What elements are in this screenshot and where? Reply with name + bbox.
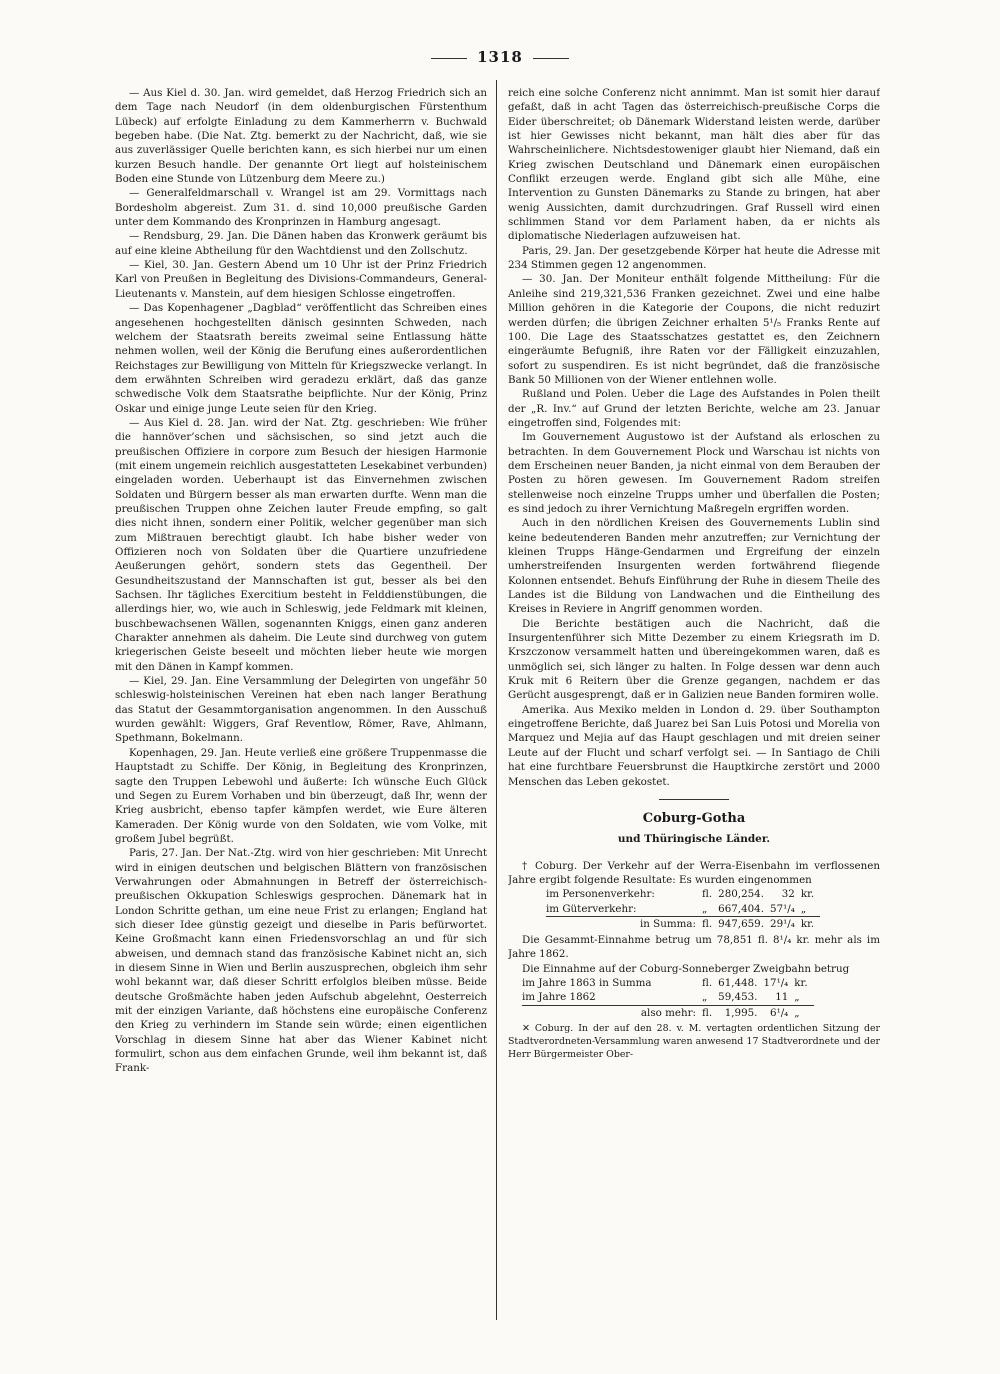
article-lublin: Auch in den nördlichen Kreisen des Gouvernements Lublin sind keine bedeutenderen Banden mehr anzutreffen; zur Vernichtung der kleinen Trupps Hänge-Gendarmen und Ergreifung der einzeln umherstreifenden Insurgenten werden fortwährend fliegende Kolonnen entsendet. Behufs Einführung der Ruhe in diesem Theile des Landes ist die Bildung von Landwachen und die Eintheilung des Kreises in Reviere in Angriff genommen worden. xyxy=(508,517,880,616)
article-moniteur: — 30. Jan. Der Moniteur enthält folgende Mittheilung: Für die Anleihe sind 219,321,536 Franken gezeichnet. Zwei und eine halbe Million gehören in die Kategorie der Coupons, die nicht reduzirt werden dürfen; die übrigen Zeichner erhalten 5¹/₅ Franks Rente auf 100. Die Lage des Staatsschatzes gestattet es, den Zeichnern eingeräumte Befugniß, ihre Raten vor der Fälligkeit einzuzahlen, sofort zu suspendiren. Es ist nicht begründet, daß die französische Bank 50 Millionen von der Wiener entlehnen wolle. xyxy=(508,273,880,386)
left-column xyxy=(115,86,487,1321)
coburg-gesamt: Die Gesammt-Einnahme betrug um 78,851 fl. 8¹/₄ kr. mehr als im Jahre 1862. xyxy=(508,934,880,961)
column-divider xyxy=(496,80,497,1320)
article-berichte: Die Berichte bestätigen auch die Nachricht, daß die Insurgentenführer sich Mitte Dezember zu einem Kriegsrath im D. Krszczonow versammelt hatten und übereingekommen waren, daß es unmöglich sei, sich länger zu halten. In Folge dessen war denn auch Kruk mit 6 Reitern über die Grenze gegangen, nachdem er das Gerücht ausgesprengt, daß er in Galizien neue Banden formiren wolle. xyxy=(508,617,880,702)
coburg-intro: † Coburg. Der Verkehr auf der Werra-Eisenbahn im verflossenen Jahre ergibt folgende Resultate: Es wurden eingenommen xyxy=(508,859,880,886)
section-rule xyxy=(659,799,729,800)
article-augustowo: Im Gouvernement Augustowo ist der Aufstand als erloschen zu betrachten. In dem Gouvernement Plock und Warschau ist nichts von dem Erscheinen neuer Banden, ja nicht einmal von dem Berauben der Posten zu hören gewesen. Im Gouvernement Radom streifen stellenweise noch einzelne Trupps umher und überfallen die Posten; es sind jedoch zu ihrer Vernichtung Maßregeln ergriffen worden. xyxy=(508,431,880,515)
page-header xyxy=(0,48,1000,66)
section-title: Coburg-Gotha xyxy=(642,810,746,826)
article-paris-27: Paris, 27. Jan. Der Nat.-Ztg. wird von hier geschrieben: Mit Unrecht wird in einigen deutschen und belgischen Blättern von französischen Verwahrungen oder Abmahnungen in Betreff der österreichisch-preußischen Okkupation Schleswigs gesprochen. Dänemark hat in London Schritte gethan, um eine neue Frist zu erlangen; England hat sich dieser Idee günstig gezeigt und dieselbe in Paris befürwortet. Keine Großmacht kann einen Friedensvorschlag an und für sich abweisen, und demnach stand das französische Kabinet nicht an, sich in diesem Sinne in Wien und Berlin auszusprechen, obgleich ihm sehr wohl bekannt war, daß dieser Schritt erfolglos bleiben müsse. Beide deutsche Großmächte haben jeden Aufschub abgelehnt, Oesterreich mit der einzigen Variante, daß höchstens eine europäische Conferenz den Krieg zu verhindern im Stande sein würde; einen eigentlichen Vorschlag in diesem Sinne hat aber das Wiener Kabinet nicht formulirt, schon aus dem einfachen Grunde, weil ihm bekannt ist, daß Frank- xyxy=(115,847,487,1075)
article-amerika: Amerika. Aus Mexiko melden in London d. 29. über Southampton eingetroffene Berichte, daß Juarez bei San Luis Potosi und Morelia von Marquez und Mejia auf das Haupt geschlagen und mit dreien seiner Leute auf der Flucht und scharf verfolgt sei. — In Santiago de Chili hat eine furchtbare Feuersbrunst die Hauptkirche zerstört und 2000 Menschen das Leben gekostet. xyxy=(508,703,880,788)
table-row: im Jahre 1862 „ 59,453. 11 „ xyxy=(522,991,800,1004)
table-row: in Summa: fl. 947,659. 29¹/₄ kr. xyxy=(546,916,820,931)
article-kopenhagen: Kopenhagen, 29. Jan. Heute verließ eine größere Truppenmasse die Hauptstadt zu Schiffe. Der König, in Begleitung des Kronprinzen, sagte den Truppen Lebewohl und äußerte: Ich wünsche Euch Glück und Segen zu Eurem Vorhaben und bin überzeugt, daß Ihr, wenn der Krieg ausbricht, ebenso tapfer kämpfen werdet, wie Eure älteren Kameraden. Der König wurde von den Soldaten, wie vom Volke, mit großem Jubel begrüßt. xyxy=(115,746,487,845)
article-kiel-delegirte: — Kiel, 29. Jan. Eine Versammlung der Delegirten von ungefähr 50 schleswig-holsteinischen Vereinen hat eben nach langer Berathung das Statut der Gesammtorganisation angenommen. In den Ausschuß wurden gewählt: Wiggers, Graf Reventlow, Römer, Rave, Ahlmann, Spethmann, Bokelmann. xyxy=(115,675,487,745)
article-paris-29: Paris, 29. Jan. Der gesetzgebende Körper hat heute die Adresse mit 234 Stimmen gegen 12 angenommen. xyxy=(508,244,880,272)
page-number: 1318 xyxy=(477,48,523,66)
article-kiel-herzog: — Aus Kiel d. 30. Jan. wird gemeldet, daß Herzog Friedrich sich an dem Tage nach Neudorf (in dem oldenburgischen Fürstenthum Lübeck) auf erfolgte Einladung zu dem Kammerherrn v. Buchwald begeben habe. (Die Nat. Ztg. bemerkt zu der Nachricht, daß, wie sie aus zuverlässiger Quelle berichten kann, es sich hierbei nur um einen kurzen Besuch handle. Der genannte Ort liegt auf holsteinischem Boden eine Stunde von Lützenburg dem Meere zu.) xyxy=(115,87,487,186)
coburg-sonneberg-intro: Die Einnahme auf der Coburg-Sonneberger Zweigbahn betrug xyxy=(522,962,850,975)
article-wrangel: — Generalfeldmarschall v. Wrangel ist am 29. Vormittags nach Bordesholm abgereist. Zum 31. d. sind 10,000 preußische Garden unter dem Kommando des Kronprinzen in Hamburg angesagt. xyxy=(115,187,487,229)
header-rule-left xyxy=(431,58,467,59)
article-russland-polen: Rußland und Polen. Ueber die Lage des Aufstandes in Polen theilt der „R. Inv.“ auf Grund der letzten Berichte, welche am 23. Januar eingetroffen sind, Folgendes mit: xyxy=(508,388,880,429)
section-subtitle: und Thüringische Länder. xyxy=(617,833,771,846)
article-dagblad: — Das Kopenhagener „Dagblad“ veröffentlicht das Schreiben eines angesehenen hochgestellten dänisch gesinnten Schweden, nach welchem der Staatsrath bereits zweimal seine Entlassung hätte nehmen wollen, weil der König die Berufung eines außerordentlichen Reichstages zur Bewilligung von Mitteln für Kriegszwecke verlangt. In dem erwähnten Schreiben wird geradezu erklärt, daß das ganze schwedische Volk dem Staatsrathe beipflichte. Nur der König, Prinz Oskar und einige junge Leute seien für den Krieg. xyxy=(115,302,487,415)
article-paris-continued: reich eine solche Conferenz nicht annimmt. Man ist somit hier darauf gefaßt, daß in acht Tagen das österreichisch-preußische Corps die Eider überschreitet; ob Dänemark Widerstand leisten werde, darüber ist hier Gewisses nicht bekannt, man hält dies aber für das Wahrscheinlichere. Nichtsdestoweniger glaubt hier Niemand, daß ein Krieg zwischen Deutschland und Dänemark einen europäischen Conflikt erzeugen werde. England gibt sich alle Mühe, eine Intervention zu Gunsten Dänemarks zu Stande zu bringen, hat aber wenig Aussichten, damit durchzudringen. Graf Russell wird einen schlimmen Stand vor dem Parlament haben, da er nichts als diplomatische Niederlagen aufzuweisen hat. xyxy=(508,87,880,243)
table-row: im Güterverkehr: „ 667,404. 57¹/₄ „ xyxy=(546,902,807,915)
werra-table xyxy=(546,887,820,931)
article-kiel-harmonie: — Aus Kiel d. 28. Jan. wird der Nat. Ztg. geschrieben: Wie früher die hannöver’schen und sächsischen, so sind jetzt auch die preußischen Offiziere in corpore zum Besuch der hiesigen Harmonie (mit einem ungemein reichlich ausgestatteten Lesekabinet verbunden) eingeladen worden. Ueberhaupt ist das Einvernehmen zwischen Soldaten und Bürgern besser als man erwarten durfte. Wenn man die preußischen Truppen ohne Zeichen lauter Freude empfing, so galt dies nicht ihnen, sondern einer Politik, welcher gegenüber man sich zum Mißtrauen berechtigt glaubt. Ich habe bisher weder von Offizieren noch von Soldaten über die Quartiere unzufriedene Aeußerungen gehört, sondern stets das Gegentheil. Der Gesundheitszustand der Mannschaften ist gut, besser als bei den Sachsen. Ihr tägliches Exercitium besteht in Felddienstübungen, die allerdings hier, wo, wie auch in Schleswig, jede Feldmark mit kleinen, buschbewachsenen Wällen, sogenannten Kniggs, einen ganz anderen Charakter annehmen als daheim. Die Leute sind durchweg von gutem kriegerischen Geiste beseelt und möchten lieber heute wie morgen mit den Dänen in Kampf kommen. xyxy=(115,416,487,673)
table-row: im Personenverkehr: fl. 280,254. 32 kr. xyxy=(546,888,815,901)
article-kiel-prinz: — Kiel, 30. Jan. Gestern Abend um 10 Uhr ist der Prinz Friedrich Karl von Preußen in Begleitung des Divisions-Commandeurs, General-Lieutenants v. Manstein, auf dem hiesigen Schlosse eingetroffen. xyxy=(115,259,487,300)
coburg-stadtverordnete: ✕ Coburg. In der auf den 28. v. M. vertagten ordentlichen Sitzung der Stadtverordneten-Versammlung waren anwesend 17 Stadtverordnete und der Herr Bürgermeister Ober- xyxy=(508,1023,880,1061)
table-row: im Jahre 1863 in Summa fl. 61,448. 17¹/₄ kr. xyxy=(522,977,808,990)
article-rendsburg: — Rendsburg, 29. Jan. Die Dänen haben das Kronwerk geräumt bis auf eine kleine Abtheilung für den Wachtdienst und den Zollschutz. xyxy=(115,230,487,257)
right-column xyxy=(508,86,880,1336)
sonneberg-table xyxy=(522,976,814,1020)
table-row: also mehr: fl. 1,995. 6¹/₄ „ xyxy=(522,1005,814,1020)
header-rule-right xyxy=(533,58,569,59)
